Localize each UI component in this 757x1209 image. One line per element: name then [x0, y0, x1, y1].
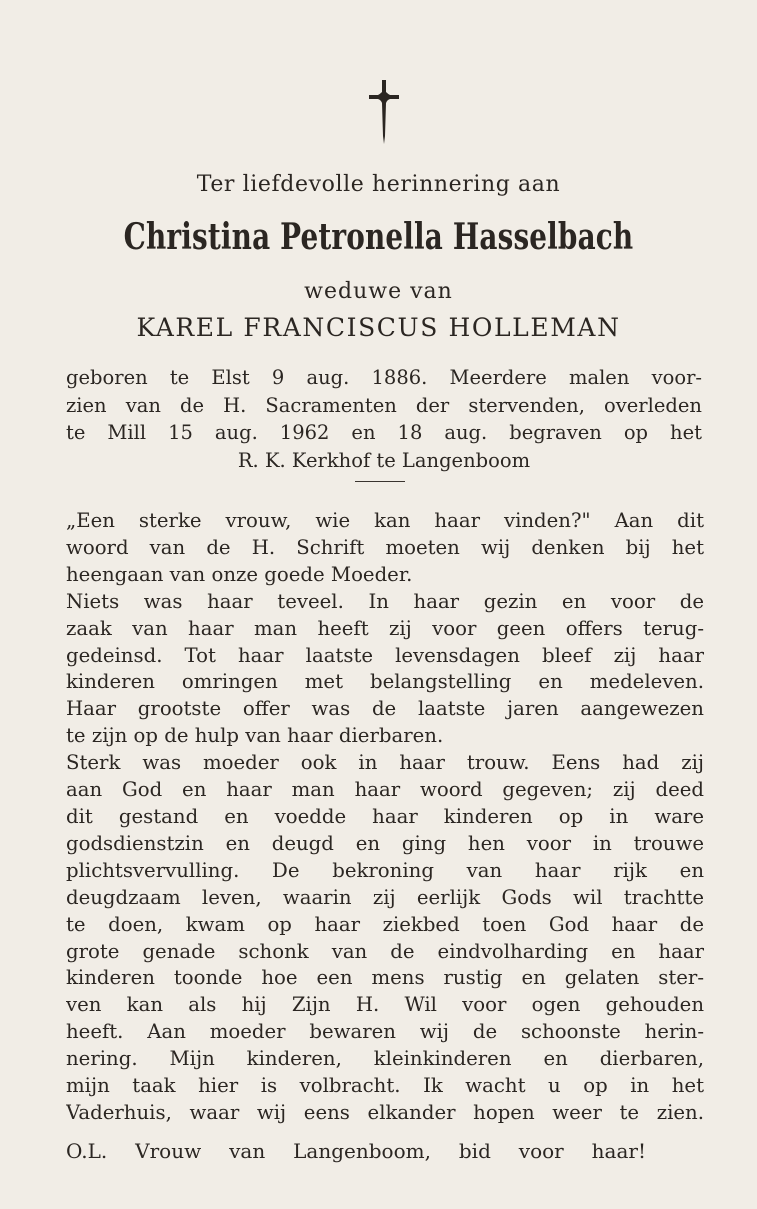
- memorial-text: [66, 508, 704, 1127]
- cross-icon: [366, 78, 402, 146]
- text-line: kinderen omringen met belangstelling en medeleven.: [66, 670, 704, 694]
- text-line: woord van de H. Schrift moeten wij denken bij het: [66, 535, 704, 559]
- text-line: te doen, kwam op haar ziekbed toen God haar de: [66, 912, 704, 936]
- divider: [355, 481, 405, 482]
- text-line: Niets was haar teveel. In haar gezin en voor de: [66, 589, 704, 613]
- text-line: deugdzaam leven, waarin zij eerlijk Gods wil trachtte: [66, 885, 704, 909]
- text-line: „Een sterke vrouw, wie kan haar vinden?" Aan dit: [66, 509, 704, 532]
- text-line: ven kan als hij Zijn H. Wil voor ogen gehouden: [66, 993, 704, 1017]
- husband-name: KAREL FRANCISCUS HOLLEMAN: [136, 313, 621, 342]
- text-line: dit gestand en voedde haar kinderen op in ware: [66, 804, 704, 828]
- text-line: zaak van haar man heeft zij voor geen offers terug-: [66, 616, 704, 640]
- closing-prayer: [66, 1138, 646, 1165]
- text-line: mijn taak hier is volbracht. Ik wacht u op in het: [66, 1074, 704, 1098]
- text-line: Sterk was moeder ook in haar trouw. Eens had zij: [66, 751, 704, 775]
- text-line: gedeinsd. Tot haar laatste levensdagen bleef zij haar: [66, 643, 704, 667]
- intro-line: Ter liefdevolle herinnering aan: [196, 172, 561, 197]
- bio-line: zien van de H. Sacramenten der stervenden, overleden: [66, 393, 702, 417]
- widow-of-line: weduwe van: [304, 279, 453, 304]
- text-line: grote genade schonk van de eindvolharding en haar: [66, 939, 704, 963]
- text-line: te zijn op de hulp van haar dierbaren.: [66, 724, 444, 748]
- text-line: heeft. Aan moeder bewaren wij de schoonste herin-: [66, 1020, 704, 1044]
- text-line: plichtsvervulling. De bekroning van haar rijk en: [66, 858, 704, 882]
- text-line: heengaan van onze goede Moeder.: [66, 562, 413, 586]
- bio-line: geboren te Elst 9 aug. 1886. Meerdere malen voor-: [66, 366, 702, 389]
- text-line: Haar grootste offer was de laatste jaren aangewezen: [66, 697, 704, 721]
- text-line: nering. Mijn kinderen, kleinkinderen en dierbaren,: [66, 1047, 704, 1071]
- text-line: Vaderhuis, waar wij eens elkander hopen weer te zien.: [66, 1100, 704, 1124]
- deceased-name: Christina Petronella Hasselbach: [123, 216, 634, 258]
- bio-line: te Mill 15 aug. 1962 en 18 aug. begraven op het: [66, 421, 702, 444]
- prayer-line: O.L. Vrouw van Langenboom, bid voor haar!: [66, 1139, 646, 1163]
- text-line: aan God en haar man haar woord gegeven; zij deed: [66, 778, 704, 802]
- text-line: godsdienstzin en deugd en ging hen voor in trouwe: [66, 831, 704, 855]
- bio-line: R. K. Kerkhof te Langenboom: [237, 448, 531, 472]
- text-line: kinderen toonde hoe een mens rustig en gelaten ster-: [66, 966, 704, 990]
- biography-block: [66, 364, 702, 474]
